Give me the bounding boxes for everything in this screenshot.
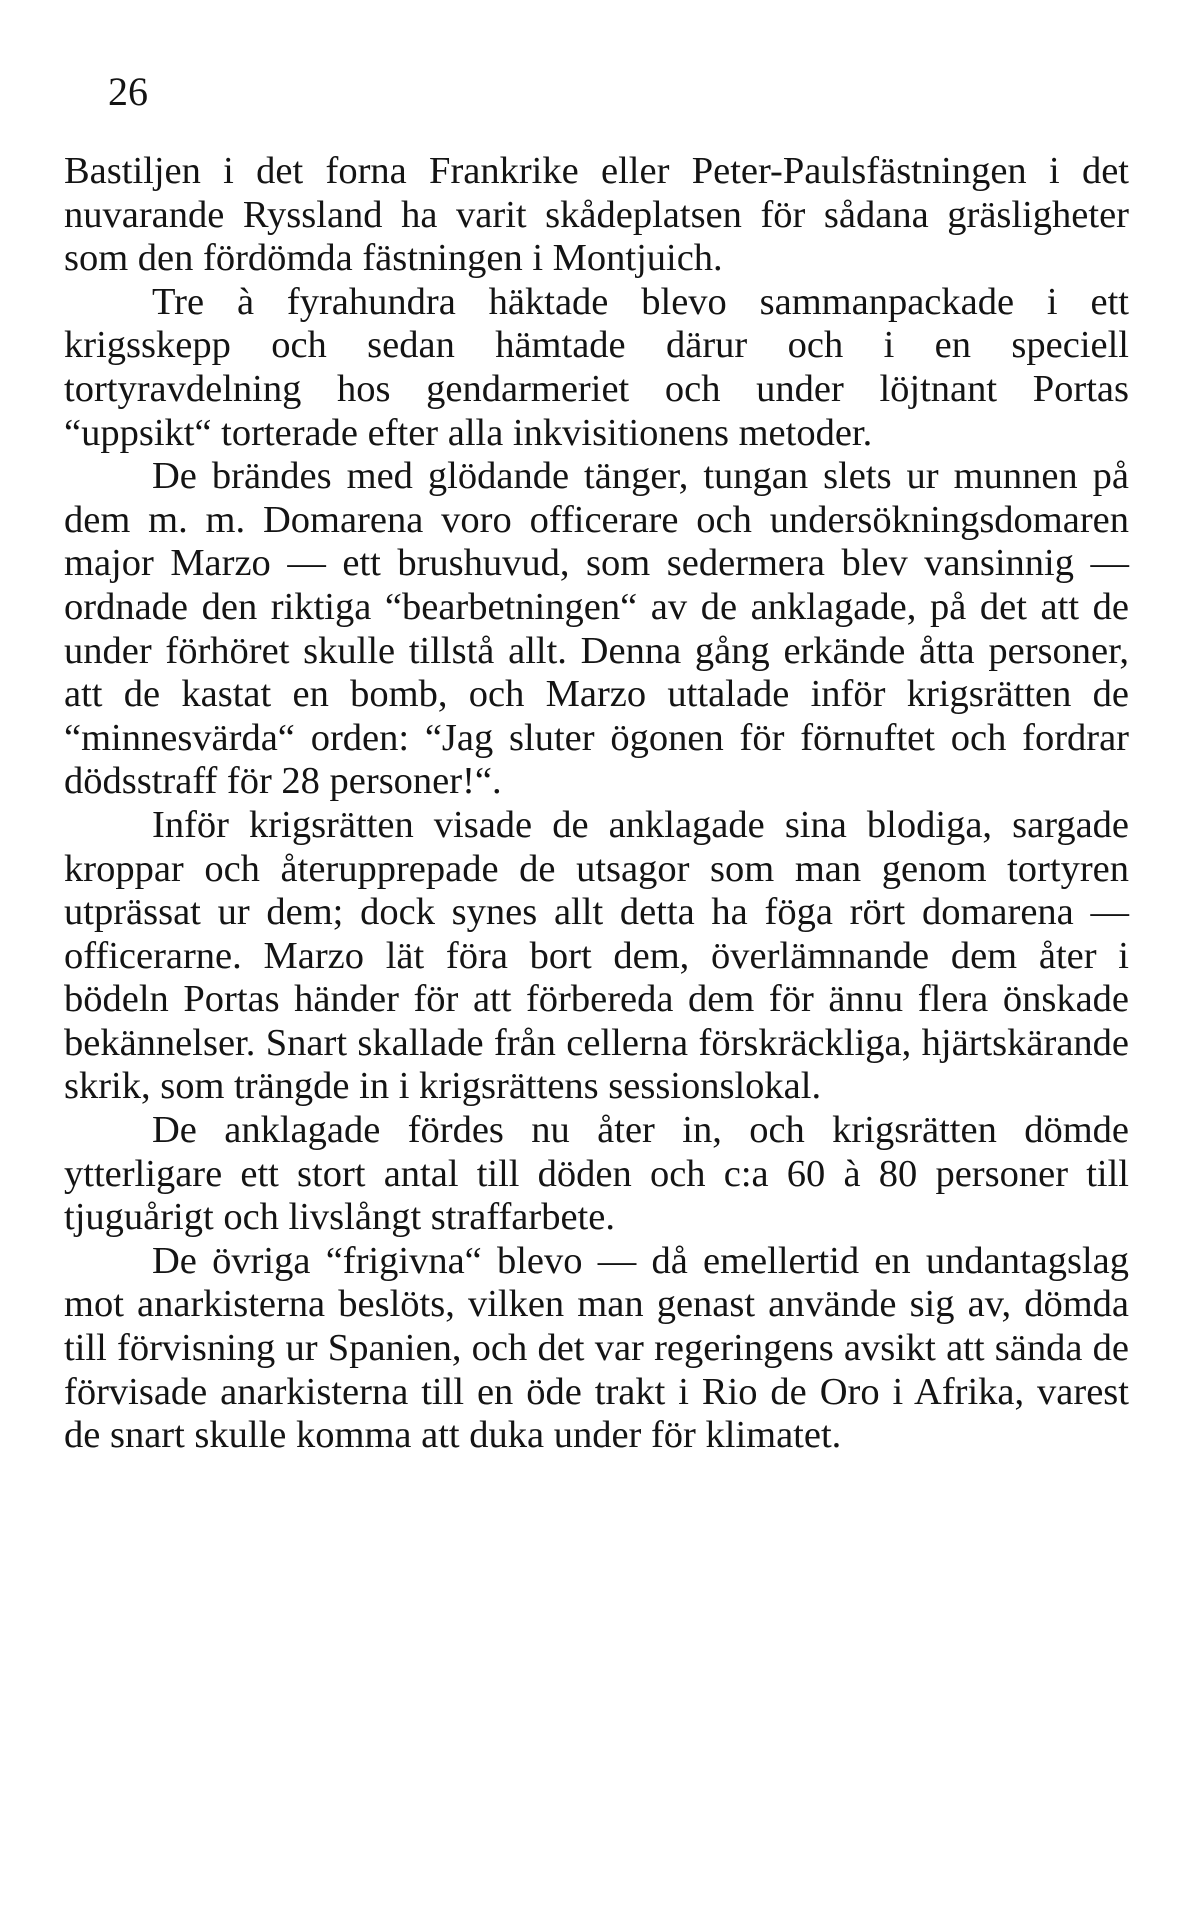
body-text [64,150,1129,1458]
paragraph-6: De övriga “frigivna“ blevo — då emellertid en undantagslag mot anarkisterna beslöts, vilken man genast använde sig av, dömda till förvisning ur Spanien, och det var regeringens avsikt att sända de förvisade anarkisterna till en öde trakt i Rio de Oro i Afrika, varest de snart skulle komma att duka under för klimatet. [64,1239,1129,1457]
paragraph-1: Bastiljen i det forna Frankrike eller Peter-Paulsfästningen i det nuvarande Ryssland ha varit skådeplatsen för sådana gräsligheter som den fördömda fästningen i Montjuich. [64,150,1129,280]
paragraph-5: De anklagade fördes nu åter in, och krigsrätten dömde ytterligare ett stort antal till döden och c:a 60 à 80 personer till tjuguårigt och livslångt straffarbete. [64,1109,1129,1239]
paragraph-3: De brändes med glödande tänger, tungan slets ur munnen på dem m. m. Domarena voro officerare och undersökningsdomaren major Marzo — ett brushuvud, som sedermera blev vansinnig — ordnade den riktiga “bearbetningen“ av de anklagade, på det att de under förhöret skulle tillstå allt. Denna gång erkände åtta personer, att de kastat en bomb, och Marzo uttalade inför krigsrätten de “minnesvärda“ orden: “Jag sluter ögonen för förnuftet och fordrar dödsstraff för 28 personer!“. [64,455,1129,803]
paragraph-2: Tre à fyrahundra häktade blevo sammanpackade i ett krigsskepp och sedan hämtade därur och i en speciell tortyravdelning hos gendarmeriet och under löjtnant Portas “uppsikt“ torterade efter alla inkvisitionens metoder. [64,280,1129,454]
page-number: 26 [108,69,148,114]
paragraph-4: Inför krigsrätten visade de anklagade sina blodiga, sargade kroppar och återupprepade de utsagor som man genom tortyren utprässat ur dem; dock synes allt detta ha föga rört domarena — officerarne. Marzo lät föra bort dem, överlämnande dem åter i bödeln Portas händer för att förbereda dem för ännu flera önskade bekännelser. Snart skallade från cellerna förskräckliga, hjärtskärande skrik, som trängde in i krigsrättens sessionslokal. [64,803,1129,1108]
